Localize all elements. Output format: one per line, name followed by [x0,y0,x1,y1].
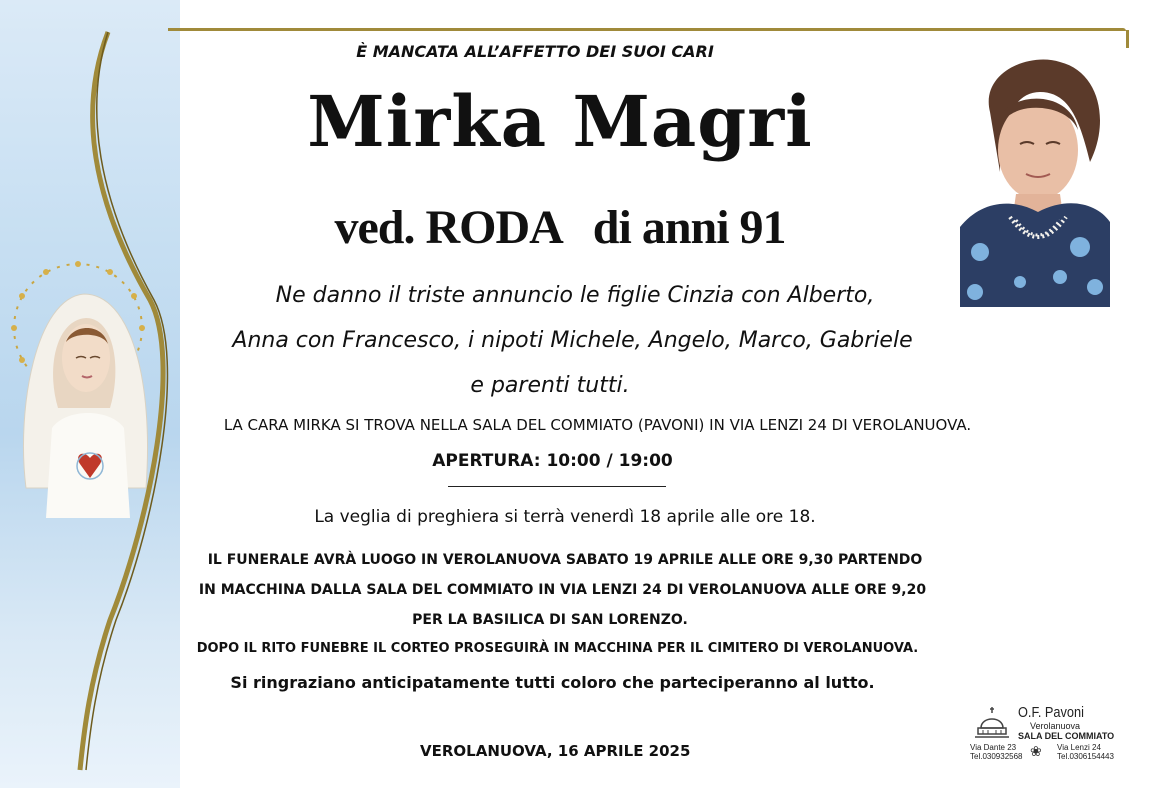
subtitle-line [330,200,790,255]
announcement-line: e parenti tutti. [470,373,630,398]
deceased-photo [960,52,1110,307]
place-date: VEROLANUOVA, 16 APRILE 2025 [420,742,691,760]
divider [448,486,666,487]
flower-icon: ❀ [1030,743,1042,759]
vigil-text: La veglia di preghiera si terrà venerdì 18 aprile alle ore 18. [314,507,816,527]
thanks-text: Si ringraziano anticipatamente tutti coloro che parteciperanno al lutto. [230,673,875,692]
agency-brand: O.F. Pavoni [1018,704,1084,721]
age: di anni 91 [592,201,786,254]
church-dome-icon [973,704,1011,742]
headline: È MANCATA ALL’AFFETTO DEI SUOI CARI [356,42,714,61]
funeral-line: IL FUNERALE AVRÀ LUOGO IN VEROLANUOVA SABATO 19 APRILE ALLE ORE 9,30 PARTENDO [207,552,923,568]
announcement-line: Ne danno il triste annuncio le figlie Cinzia con Alberto, [275,283,875,308]
location-text: LA CARA MIRKA SI TROVA NELLA SALA DEL COMMIATO (PAVONI) IN VIA LENZI 24 DI VEROLANUOVA. [223,416,972,434]
agency-city: Verolanuova [1030,721,1081,731]
right-border-line [1126,30,1129,48]
funeral-line: DOPO IL RITO FUNEBRE IL CORTEO PROSEGUIRÀ IN MACCHINA PER IL CIMITERO DI VEROLANUOVA. [196,641,919,656]
agency-logo [968,700,1113,768]
madonna-image [6,258,166,528]
widow-of: ved. RODA [334,201,563,254]
agency-sala: SALA DEL COMMIATO [1018,731,1115,741]
deceased-name: Mirka Magri [307,80,813,163]
top-border-line [168,28,1126,31]
agency-right-phone: Tel.0306154443 [1057,752,1114,761]
agency-left-phone: Tel.030932568 [970,752,1023,761]
funeral-line: PER LA BASILICA DI SAN LORENZO. [412,612,688,628]
funeral-line: IN MACCHINA DALLA SALA DEL COMMIATO IN VIA LENZI 24 DI VEROLANUOVA ALLE ORE 9,20 [198,582,927,598]
agency-left-address: Via Dante 23 [970,743,1017,752]
announcement-line: Anna con Francesco, i nipoti Michele, Angelo, Marco, Gabriele [232,328,913,353]
opening-hours: APERTURA: 10:00 / 19:00 [432,451,673,471]
agency-right-address: Via Lenzi 24 [1057,743,1101,752]
